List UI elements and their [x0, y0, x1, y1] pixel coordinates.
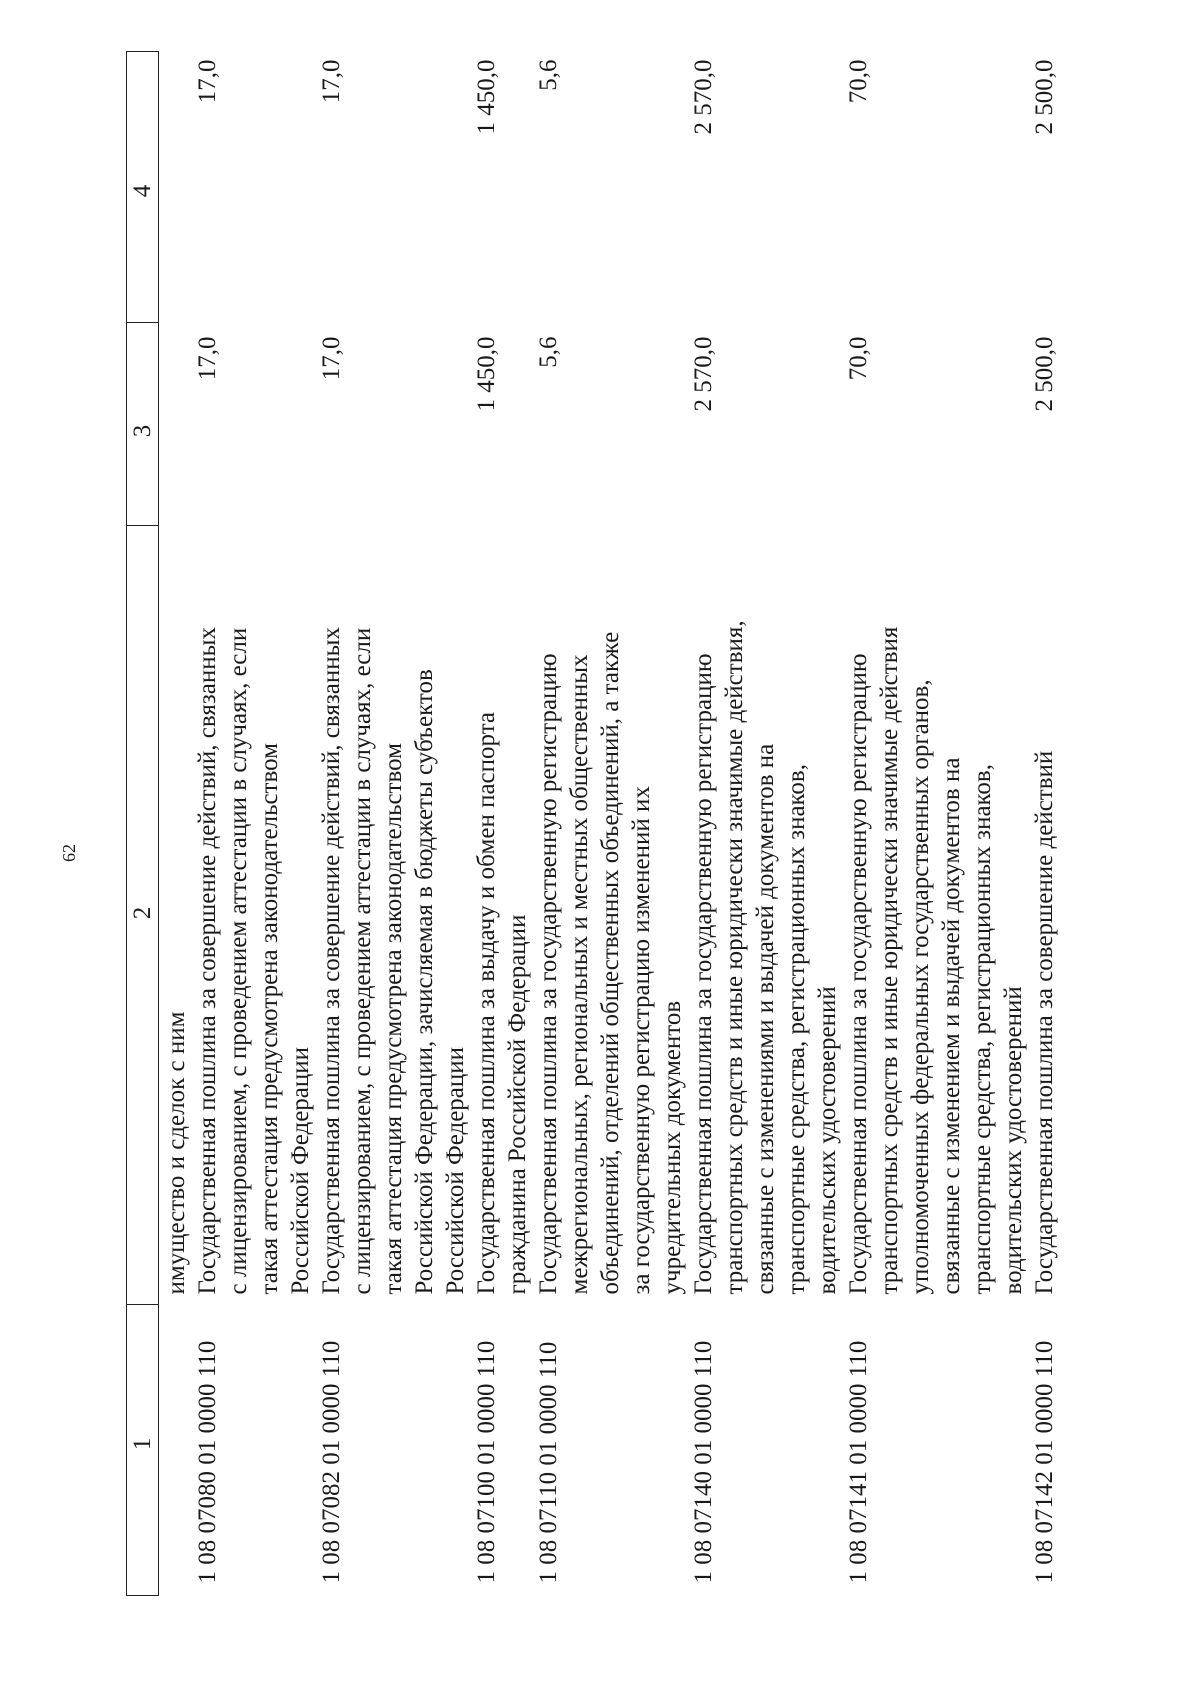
continuation-code	[159, 1305, 193, 1596]
classification-code: 1 08 07141 01 0000 110	[845, 1340, 872, 1584]
description-line: Государственная пошлина за выдачу и обмен паспорта	[473, 711, 500, 1295]
amount-col-4: 2 500,0	[1031, 59, 1058, 135]
description-line: Российской Федерации, зачисляемая в бюджеты субъектов	[411, 669, 438, 1295]
revenue-description	[533, 526, 688, 1305]
header-col-3: 3	[127, 323, 159, 526]
description-line: такая аттестация предусмотрена законодательством	[256, 743, 283, 1295]
amount-col-3: 1 450,0	[473, 336, 500, 412]
classification-code: 1 08 07100 01 0000 110	[473, 1340, 500, 1584]
description-line: транспортные средства, регистрационных знаков,	[969, 764, 996, 1295]
description-line: Государственная пошлина за государственную регистрацию	[845, 653, 872, 1295]
table-row	[1029, 52, 1060, 1596]
classification-code: 1 08 07142 01 0000 110	[1031, 1340, 1058, 1584]
table-row	[843, 52, 1029, 1596]
amount-col-3: 2 570,0	[690, 336, 717, 412]
description-line: транспортных средств и иные юридически значимые действия	[876, 626, 903, 1295]
amount-col-4: 70,0	[845, 59, 872, 104]
description-line: такая аттестация предусмотрена законодательством	[380, 743, 407, 1295]
description-line: гражданина Российской Федерации	[504, 914, 531, 1295]
revenue-description	[471, 526, 533, 1305]
description-line: водительских удостоверений	[1000, 986, 1027, 1295]
description-line: учредительных документов	[659, 1000, 686, 1295]
description-line: Российской Федерации	[287, 1046, 314, 1295]
description-line: связанные с изменением и выдачей документов на	[938, 757, 965, 1295]
rotated-content	[126, 59, 1146, 1596]
description-line: связанные с изменениями и выдачей документов на	[752, 743, 779, 1295]
classification-code: 1 08 07080 01 0000 110	[194, 1340, 221, 1584]
amount-col-3: 70,0	[845, 336, 872, 381]
description-line: Государственная пошлина за совершение действий	[1031, 750, 1058, 1295]
description-line: Государственная пошлина за государственную регистрацию	[690, 653, 717, 1295]
amount-col-3: 5,6	[535, 336, 562, 368]
page-number: 62	[59, 844, 79, 862]
amount-col-4: 1 450,0	[473, 59, 500, 135]
description-line: Российской Федерации	[442, 1046, 469, 1295]
table-row	[192, 52, 316, 1596]
continuation-text: имущество и сделок с ним	[163, 1011, 190, 1295]
table-row	[533, 52, 688, 1596]
header-col-4: 4	[127, 52, 159, 323]
header-col-1: 1	[127, 1305, 159, 1596]
classification-code: 1 08 07110 01 0000 110	[535, 1341, 562, 1584]
revenue-description	[316, 526, 471, 1305]
classification-code: 1 08 07082 01 0000 110	[318, 1340, 345, 1584]
revenue-description	[843, 526, 1029, 1305]
description-line: водительских удостоверений	[814, 986, 841, 1295]
description-line: Государственная пошлина за совершение действий, связанных	[194, 627, 221, 1295]
description-line: Государственная пошлина за государственную регистрацию	[535, 653, 562, 1295]
table-row	[688, 52, 843, 1596]
description-line: с лицензированием, с проведением аттестации в случаях, если	[225, 627, 252, 1295]
budget-table	[126, 51, 1060, 1596]
description-line: уполномоченных федеральных государственных органов,	[907, 679, 934, 1295]
description-line: с лицензированием, с проведением аттестации в случаях, если	[349, 627, 376, 1295]
table-row	[316, 52, 471, 1596]
table-header-row	[127, 52, 159, 1596]
amount-col-4: 17,0	[318, 59, 345, 104]
header-col-2: 2	[127, 526, 159, 1305]
table-row	[471, 52, 533, 1596]
amount-col-3: 2 500,0	[1031, 336, 1058, 412]
description-line: транспортные средства, регистрационных знаков,	[783, 764, 810, 1295]
amount-col-4: 17,0	[194, 59, 221, 104]
amount-col-3: 17,0	[194, 336, 221, 381]
description-line: транспортных средств и иные юридически значимые действия,	[721, 620, 748, 1295]
amount-col-4: 2 570,0	[690, 59, 717, 135]
continuation-row	[159, 52, 193, 1596]
description-line: объединений, отделений общественных объединений, а также	[597, 631, 624, 1295]
revenue-description	[1029, 526, 1060, 1305]
amount-col-4: 5,6	[535, 59, 562, 91]
revenue-description	[192, 526, 316, 1305]
description-line: межрегиональных, региональных и местных общественных	[566, 654, 593, 1295]
description-line: за государственную регистрацию изменений их	[628, 786, 655, 1295]
description-line: Государственная пошлина за совершение действий, связанных	[318, 627, 345, 1295]
revenue-description	[688, 526, 843, 1305]
amount-col-3: 17,0	[318, 336, 345, 381]
classification-code: 1 08 07140 01 0000 110	[690, 1340, 717, 1584]
